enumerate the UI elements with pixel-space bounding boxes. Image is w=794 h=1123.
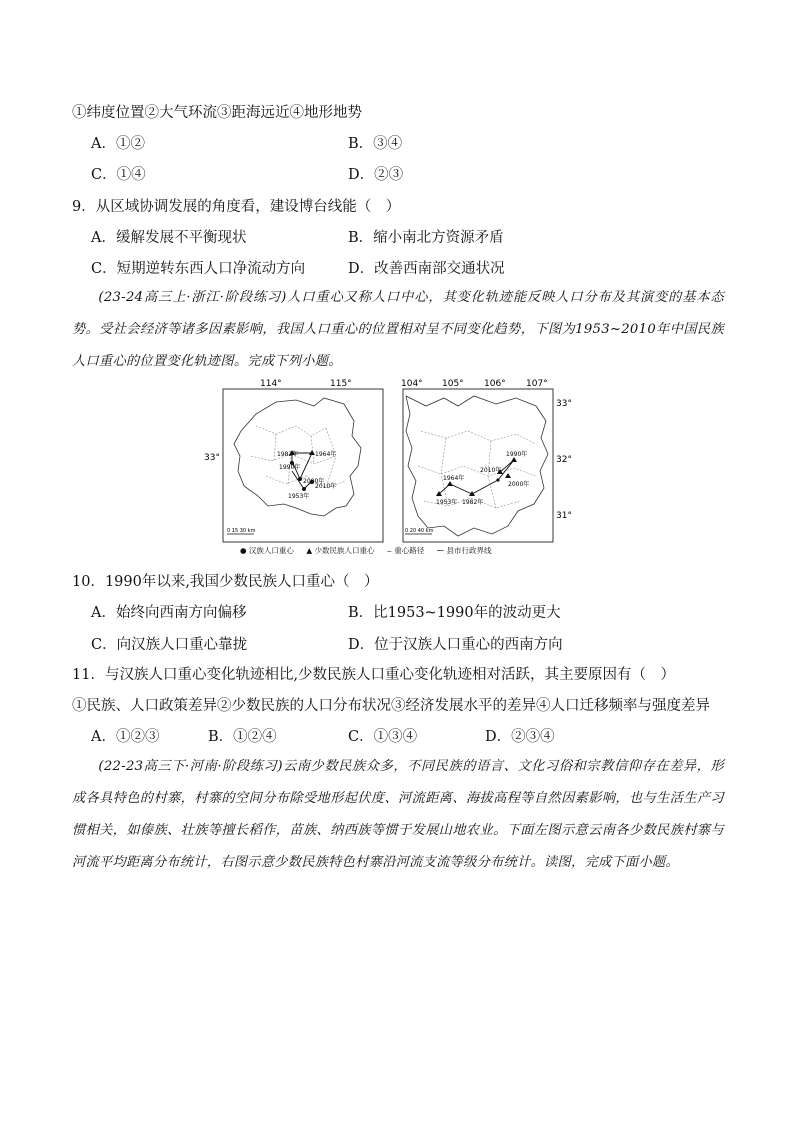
right-label-1953: 1953年 — [436, 499, 458, 506]
q11-option-b[interactable]: B．①②④ — [208, 729, 277, 745]
q11-items: ①民族、人口政策差异②少数民族的人口分布状况③经济发展水平的差异④人口迁移频率与强度差异 — [72, 698, 710, 714]
q10-option-c[interactable]: C．向汉族人口重心靠拢 — [91, 637, 248, 653]
right-lon-105: 105° — [442, 379, 464, 389]
right-lat-32: 32° — [556, 455, 572, 465]
right-map-frame — [403, 389, 553, 542]
q11-option-a[interactable]: A．①②③ — [91, 729, 160, 745]
right-lat-33: 33° — [556, 399, 572, 409]
q8-option-c[interactable]: C．①④ — [91, 167, 146, 183]
q10-option-d[interactable]: D．位于汉族人口重心的西南方向 — [348, 637, 563, 653]
q10-stem: 10．1990年以来,我国少数民族人口重心（ ） — [72, 574, 379, 590]
right-label-1990: 1990年 — [506, 451, 528, 458]
left-lon-114: 114° — [260, 379, 282, 389]
right-label-2000: 2000年 — [508, 481, 530, 488]
q10-option-a[interactable]: A．始终向西南方向偏移 — [91, 605, 247, 621]
left-label-1964: 1964年 — [315, 451, 337, 458]
passage-yunnan-villages: (22-23高三下·河南·阶段练习)云南少数民族众多，不同民族的语言、文化习俗和宗教信仰存在差异，形成各具特色的村寨，村寨的空间分布除受地形起伏度、河流距离、海拔高程等自然因素影响，也与生活生产习惯相关，如傣族、壮族等擅长稻作，苗族、纳西族等惯于发展山地农业。下面左图示意云南各少数民族村寨与河流平均距离分布统计，右图示意少数民族特色村寨沿河流支流等级分布统计。读图，完成下面小题。 — [72, 759, 724, 870]
right-label-1982: 1982年 — [462, 499, 484, 506]
q8-option-b[interactable]: B．③④ — [348, 136, 403, 152]
right-lon-107: 107° — [526, 379, 548, 389]
right-label-1964: 1964年 — [443, 475, 465, 482]
q9-option-c[interactable]: C．短期逆转东西人口净流动方向 — [91, 261, 306, 277]
right-han-marker — [496, 478, 499, 481]
q8-option-a[interactable]: A．①② — [91, 136, 145, 152]
q11-stem: 11．与汉族人口重心变化轨迹相比,少数民族人口重心变化轨迹相对活跃，其主要原因有（ ） — [72, 667, 676, 683]
right-marker-2000 — [505, 473, 511, 478]
left-label-1982: 1982年 — [277, 451, 299, 458]
q8-option-d[interactable]: D．②③ — [348, 167, 404, 183]
left-scale-label: 0 15 30 km — [227, 528, 256, 534]
passage-population-center: (23-24高三上·浙江·阶段练习)人口重心又称人口中心，其变化轨迹能反映人口分布及其演变的基本态势。受社会经济等诸多因素影响，我国人口重心的位置相对呈不同变化趋势，下图为1953~2010年中国民族人口重心的位置变化轨迹图。完成下列小题。 — [72, 290, 724, 369]
legend-boundary: ⁓ 县市行政界线 — [436, 546, 492, 555]
right-label-2010: 2010年 — [480, 467, 502, 474]
map-legend — [240, 545, 501, 556]
q9-option-d[interactable]: D．改善西南部交通状况 — [348, 261, 505, 277]
q9-stem: 9．从区域协调发展的角度看，建设博台线能（ ） — [72, 199, 401, 215]
q11-option-d[interactable]: D．②③④ — [485, 729, 555, 745]
left-label-1990: 1990年 — [279, 464, 301, 471]
right-region-outline — [406, 396, 548, 536]
right-lat-31: 31° — [556, 511, 572, 521]
right-lon-104: 104° — [401, 379, 423, 389]
legend-path: ⌣ 重心路径 — [386, 546, 425, 555]
left-marker-2000 — [298, 477, 302, 481]
q9-option-b[interactable]: B．缩小南北方资源矛盾 — [348, 230, 504, 246]
q10-option-b[interactable]: B．比1953~1990年的波动更大 — [348, 605, 561, 621]
left-marker-1953 — [302, 487, 306, 491]
right-scale-label: 0 20 40 km — [405, 528, 434, 534]
legend-minority: ▲ 少数民族人口重心 — [306, 546, 375, 555]
right-lon-106: 106° — [484, 379, 506, 389]
left-label-2010: 2010年 — [315, 483, 337, 490]
q8-items: ①纬度位置②大气环流③距海远近④地形地势 — [72, 105, 362, 121]
right-county-borders — [418, 431, 536, 508]
map-figure — [196, 376, 572, 558]
q11-option-c[interactable]: C．①③④ — [348, 729, 418, 745]
left-map-frame — [223, 389, 383, 542]
left-label-2000: 2000年 — [303, 478, 325, 485]
population-center-maps — [196, 376, 572, 558]
left-label-1953: 1953年 — [288, 493, 310, 500]
q9-option-a[interactable]: A．缓解发展不平衡现状 — [91, 230, 247, 246]
left-lat-33: 33° — [204, 453, 220, 463]
legend-han: ● 汉族人口重心 — [240, 546, 294, 555]
left-lon-115: 115° — [330, 379, 352, 389]
